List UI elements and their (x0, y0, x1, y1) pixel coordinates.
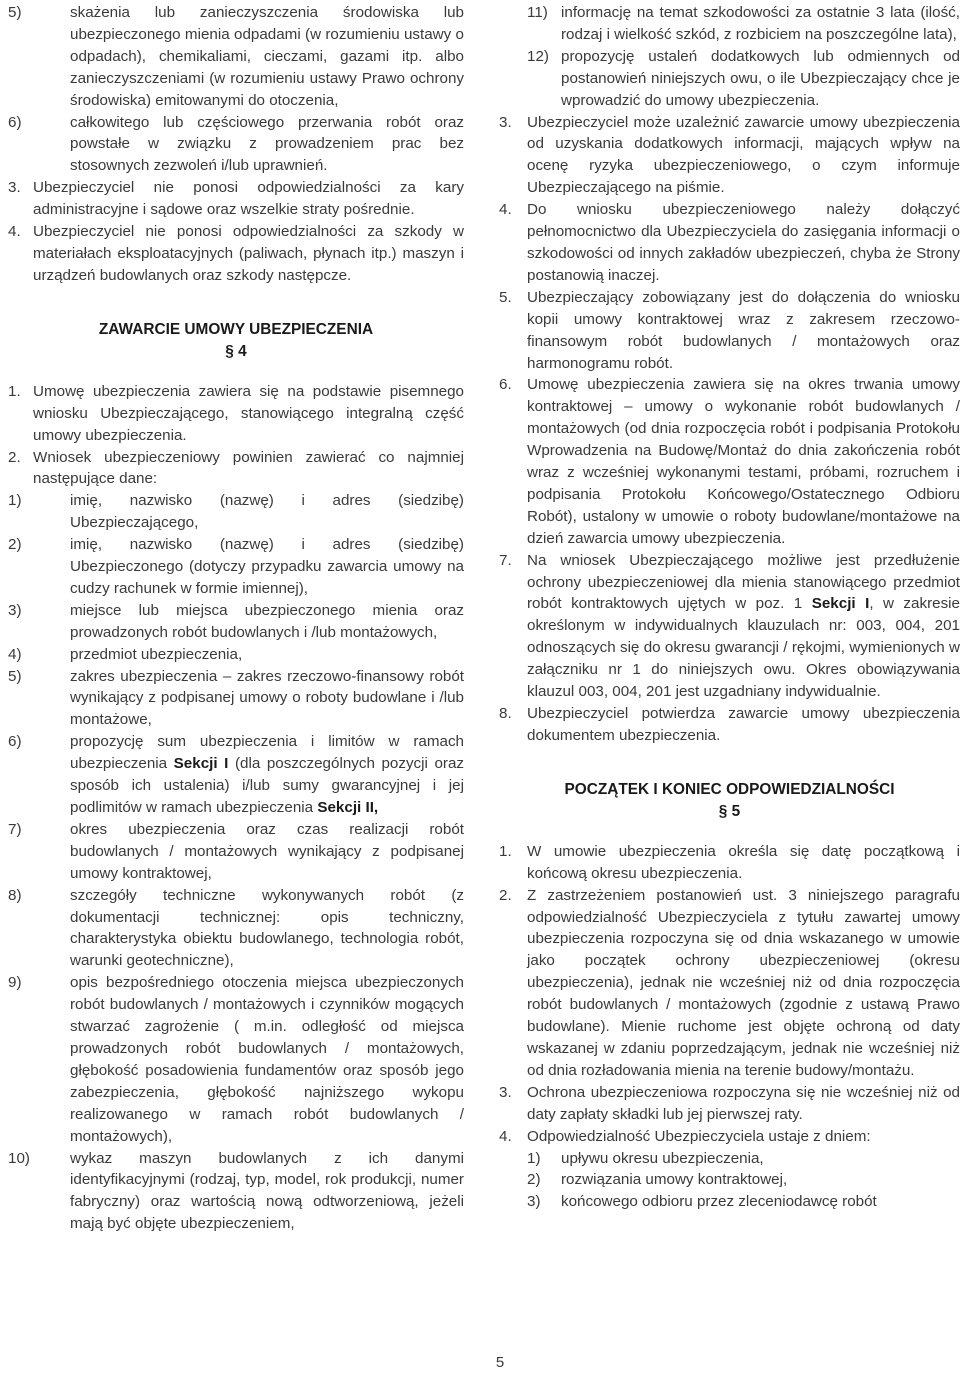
list-item: 2) imię, nazwisko (nazwę) i adres (siedzibę) Ubezpieczonego (dotyczy przypadku zawarcia umowy na cudzy rachunek w formie imiennej), (8, 536, 464, 597)
left-column (8, 2, 464, 1235)
list-item: 4. Do wniosku ubezpieczeniowego należy dołączyć pełnomocnictwo dla Ubezpieczyciela do zasięgania informacji o szkodowości od innych zakładów ubezpieczeń, chyba że Strony postanowią inaczej. (499, 201, 960, 284)
list-item: 1) imię, nazwisko (nazwę) i adres (siedzibę) Ubezpieczającego, (8, 492, 464, 532)
list-item: 2) rozwiązania umowy kontraktowej, (527, 1171, 788, 1189)
list-item: 6. Umowę ubezpieczenia zawiera się na okres trwania umowy kontraktowej – umowy o wykonanie robót budowlanych / montażowych (od dnia rozpoczęcia robót i podpisania Protokołu Wprowadzenia na Budowę/Montaż do dnia zakończenia robót wraz z wcześniej wykonanymi testami, próbami, rozruchem i podpisania Protokołu Końcowego/Ostatecznego Odbioru Robót), ustalony w umowie o roboty budowlane/montażowe na dzień zawarcia umowy ubezpieczenia. (499, 376, 960, 547)
list-item: 6) propozycję sum ubezpieczenia i limitów w ramach ubezpieczenia Sekcji I (dla poszczególnych pozycji oraz sposób ich ustalenia) i/lub sumy gwarancyjnej i jej podlimitów w ramach ubezpieczenia Sekcji II, (8, 733, 464, 816)
section-heading (499, 779, 960, 823)
list-item: 3) końcowego odbioru przez zleceniodawcę robót (527, 1193, 877, 1211)
list-item: 3. Ubezpieczyciel może uzależnić zawarcie umowy ubezpieczenia od uzyskania dodatkowych informacji, mających wpływ na ocenę ryzyka ubezpieczeniowego, o czym informuje Ubezpieczającego na piśmie. (499, 113, 960, 197)
list-item: 10) wykaz maszyn budowlanych z ich danymi identyfikacyjnymi (rodzaj, typ, model, rok produkcji, numer fabryczny) oraz wartością nową odtworzeniową, jeżeli mają być objęte ubezpieczeniem, (8, 1149, 464, 1233)
list-item: 9) opis bezpośredniego otoczenia miejsca ubezpieczonych robót budowlanych / montażowych i czynników mogących stwarzać zagrożenie ( m.in. odległość od miejsca prowadzonych robót budowlanych / montażowych, głębokość posadowienia fundamentów oraz sposób jego zabezpieczenia, głębokość najniższego wykopu realizowanego w ramach robót budowlanych / montażowych), (8, 974, 464, 1145)
list-item: 2. Z zastrzeżeniem postanowień ust. 3 niniejszego paragrafu odpowiedzialność Ubezpieczyciela z tytułu zawartej umowy ubezpieczenia rozpoczyna się od dnia wskazanego w umowie jako początek ochrony ubezpieczeniowej (okresu ubezpieczenia), jednak nie wcześniej niż od dnia rozpoczęcia robót budowlanych / montażowych (zgodnie z ustawą Prawo budowlane). Mienie ruchome jest objęte ochroną od daty wskazanej w zdaniu poprzedzającym, jednak nie wcześniej niż od dnia rozładowania mienia na terenie budowy/montażu. (499, 886, 960, 1079)
section-number: § 5 (718, 802, 741, 820)
section-heading (8, 319, 464, 363)
list-item: 4. Odpowiedzialność Ubezpieczyciela ustaje z dniem: (499, 1127, 871, 1145)
list-item: 1. Umowę ubezpieczenia zawiera się na podstawie pisemnego wniosku Ubezpieczającego, stanowiącego integralną część umowy ubezpieczenia. (8, 382, 464, 444)
list-item: 5) zakres ubezpieczenia – zakres rzeczowo-finansowy robót wynikający z podpisanej umowy o roboty budowlane i /lub montażowe, (8, 667, 464, 729)
list-item: 7. Na wniosek Ubezpieczającego możliwe jest przedłużenie ochrony ubezpieczeniowej dla mienia stanowiącego przedmiot robót kontraktowych ujętych w poz. 1 Sekcji I, w zakresie określonym w indywidualnych klauzulach nr: 003, 004, 201 odnoszących się do okresu gwarancji / rękojmi, wymienionych w załączniku nr 1 do niniejszych owu. Okres obowiązywania klauzul 003, 004, 201 jest uzgadniany indywidualnie. (499, 551, 960, 701)
section-title: ZAWARCIE UMOWY UBEZPIECZENIA (98, 320, 374, 338)
list-item: 11) informację na temat szkodowości za ostatnie 3 lata (ilość, rodzaj i wielkość szkód, z rozbiciem na poszczególne lata), (527, 4, 960, 43)
list-item: 5) skażenia lub zanieczyszczenia środowiska lub ubezpieczonego mienia odpadami (w rozumieniu ustawy o odpadach), chemikaliami, cieczami, gazami itp. albo zanieczyszczeniami (w rozumieniu ustawy Prawo ochrony środowiska) emitowanymi do otoczenia, (8, 4, 464, 109)
list-item: 3) miejsce lub miejsca ubezpieczonego mienia oraz prowadzonych robót budowlanych i /lub montażowych, (8, 601, 464, 641)
list-item: 3. Ochrona ubezpieczeniowa rozpoczyna się nie wcześniej niż od daty zapłaty składki lub jej pierwszej raty. (499, 1083, 960, 1123)
right-column (499, 2, 960, 1213)
list-item: 6) całkowitego lub częściowego przerwania robót oraz powstałe w związku z prowadzeniem prac bez stosownych zezwoleń i/lub uprawnień. (8, 113, 464, 175)
list-item: 2. Wniosek ubezpieczeniowy powinien zawierać co najmniej następujące dane: (8, 448, 464, 488)
list-item: 4. Ubezpieczyciel nie ponosi odpowiedzialności za szkody w materiałach eksploatacyjnych (paliwach, płynach itp.) maszyn i urządzeń budowlanych oraz szkody następcze. (8, 223, 464, 284)
list-item: 1. W umowie ubezpieczenia określa się datę początkową i końcową okresu ubezpieczenia. (499, 842, 960, 882)
list-item: 4) przedmiot ubezpieczenia, (8, 645, 243, 663)
section-title: POCZĄTEK I KONIEC ODPOWIEDZIALNOŚCI (564, 780, 895, 798)
section-number: § 4 (225, 342, 247, 360)
list-item: 8) szczegóły techniczne wykonywanych robót (z dokumentacji technicznej: opis techniczny, charakterystyka obiektu budowlanego, technologia robót, warunki geotechniczne), (8, 886, 464, 970)
page-number: 5 (495, 1354, 505, 1371)
list-item: 3. Ubezpieczyciel nie ponosi odpowiedzialności za kary administracyjne i sądowe oraz wszelkie straty pośrednie. (8, 179, 464, 219)
list-item: 12) propozycję ustaleń dodatkowych lub odmiennych od postanowień niniejszych owu, o ile Ubezpieczający chce je wprowadzić do umowy ubezpieczenia. (527, 47, 960, 109)
list-item: 7) okres ubezpieczenia oraz czas realizacji robót budowlanych / montażowych wynikający z podpisanej umowy kontraktowej, (8, 820, 464, 882)
list-item: 8. Ubezpieczyciel potwierdza zawarcie umowy ubezpieczenia dokumentem ubezpieczenia. (499, 705, 960, 744)
list-item: 5. Ubezpieczający zobowiązany jest do dołączenia do wniosku kopii umowy kontraktowej wraz z zakresem rzeczowo-finansowym robót budowlanych / montażowych oraz harmonogramu robót. (499, 288, 960, 372)
list-item: 1) upływu okresu ubezpieczenia, (527, 1149, 764, 1167)
